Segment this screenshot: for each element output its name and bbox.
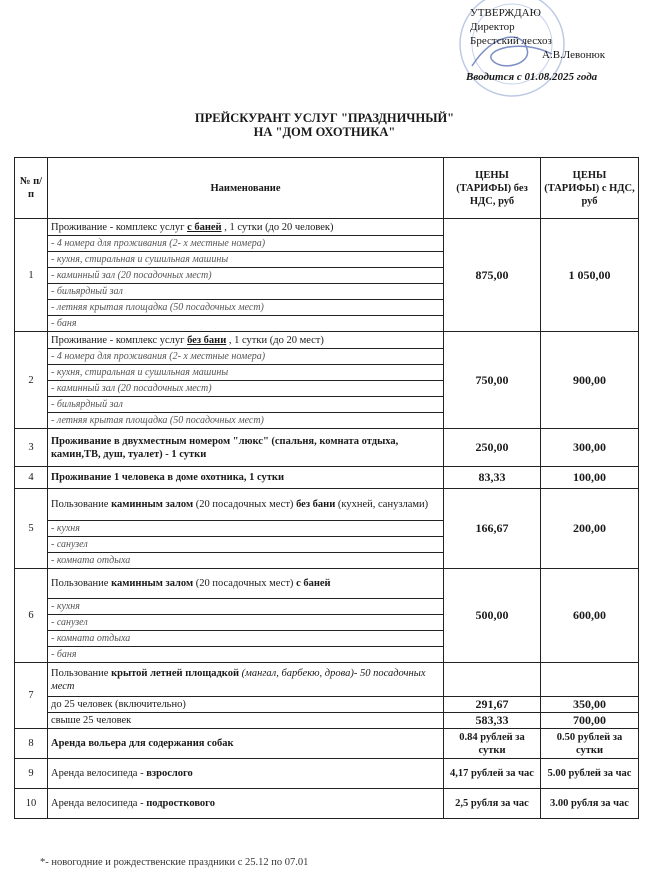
- approval-organization: Брестский лесхоз: [470, 35, 552, 47]
- price-no-vat: 291,67: [444, 697, 541, 713]
- service-title: Аренда велосипеда - подросткового: [48, 789, 444, 819]
- header-name: Наименование: [48, 158, 444, 219]
- row-number: 1: [15, 219, 48, 332]
- service-item: - кухня: [48, 521, 444, 537]
- service-item: - 4 номера для проживания (2- х местные номера): [48, 236, 444, 252]
- table-header-row: [15, 158, 639, 219]
- price-no-vat: 2,5 рубля за час: [444, 789, 541, 819]
- service-title: Проживание в двухместным номером "люкс" (спальня, комната отдыха, камин,ТВ, душ, туалет) - 1 сутки: [48, 429, 444, 467]
- service-title: Пользование каминным залом (20 посадочных мест) без бани (кухней, санузлами): [48, 489, 444, 521]
- valid-from-date: Вводится с 01.08.2025 года: [466, 71, 598, 83]
- table-row: [15, 759, 639, 789]
- table-row: [15, 332, 639, 349]
- price-no-vat: 750,00: [444, 332, 541, 429]
- price-vat: 200,00: [541, 489, 639, 569]
- service-item: - бильярдный зал: [48, 284, 444, 300]
- approval-position: Директор: [470, 21, 515, 33]
- service-item: - комната отдыха: [48, 553, 444, 569]
- row-number: 10: [15, 789, 48, 819]
- service-item: - кухня, стиральная и сушильная машины: [48, 252, 444, 268]
- service-title: Аренда вольера для содержания собак: [48, 729, 444, 759]
- header-num: № п/п: [15, 158, 48, 219]
- table-row: [15, 569, 639, 599]
- title-line-2: НА "ДОМ ОХОТНИКА": [253, 125, 396, 139]
- price-vat: 1 050,00: [541, 219, 639, 332]
- row-number: 4: [15, 467, 48, 489]
- row-number: 6: [15, 569, 48, 663]
- service-item: - кухня, стиральная и сушильная машины: [48, 365, 444, 381]
- approval-block: [466, 6, 606, 84]
- service-item: - 4 номера для проживания (2- х местные номера): [48, 349, 444, 365]
- price-no-vat: 166,67: [444, 489, 541, 569]
- sub-row: [15, 713, 639, 729]
- title-line-1: ПРЕЙСКУРАНТ УСЛУГ "ПРАЗДНИЧНЫЙ": [194, 111, 455, 125]
- sub-row-label: до 25 человек (включительно): [48, 697, 444, 713]
- price-no-vat: 0.84 рублей за сутки: [444, 729, 541, 759]
- row-number: 5: [15, 489, 48, 569]
- service-title: Проживание - комплекс услуг без бани , 1 сутки (до 20 мест): [48, 332, 444, 349]
- price-vat: 900,00: [541, 332, 639, 429]
- service-title: Проживание 1 человека в доме охотника, 1 сутки: [48, 467, 444, 489]
- price-vat: 100,00: [541, 467, 639, 489]
- service-item: - комната отдыха: [48, 631, 444, 647]
- header-price-vat: ЦЕНЫ (ТАРИФЫ) с НДС, руб: [541, 158, 639, 219]
- approval-signer: А.В.Левонюк: [542, 49, 606, 61]
- row-number: 9: [15, 759, 48, 789]
- sub-row-label: свыше 25 человек: [48, 713, 444, 729]
- row-number: 2: [15, 332, 48, 429]
- row-number: 7: [15, 663, 48, 729]
- price-no-vat: 4,17 рублей за час: [444, 759, 541, 789]
- service-title: Пользование крытой летней площадкой (мангал, барбекю, дрова)- 50 посадочных мест: [48, 663, 444, 697]
- table-row: [15, 467, 639, 489]
- header-price-no-vat: ЦЕНЫ (ТАРИФЫ) без НДС, руб: [444, 158, 541, 219]
- document-title: [0, 111, 649, 139]
- price-vat: 700,00: [541, 713, 639, 729]
- service-item: - санузел: [48, 615, 444, 631]
- price-vat: 300,00: [541, 429, 639, 467]
- service-item: - летняя крытая площадка (50 посадочных мест): [48, 300, 444, 316]
- service-item: - бильярдный зал: [48, 397, 444, 413]
- table-row: [15, 429, 639, 467]
- service-title: Пользование каминным залом (20 посадочных мест) с баней: [48, 569, 444, 599]
- price-vat: 3.00 рубля за час: [541, 789, 639, 819]
- service-title: Аренда велосипеда - взрослого: [48, 759, 444, 789]
- table-row: [15, 663, 639, 697]
- table-row: [15, 789, 639, 819]
- price-no-vat: 583,33: [444, 713, 541, 729]
- service-item: - летняя крытая площадка (50 посадочных мест): [48, 413, 444, 429]
- price-vat: 0.50 рублей за сутки: [541, 729, 639, 759]
- service-item: - каминный зал (20 посадочных мест): [48, 268, 444, 284]
- approval-heading: УТВЕРЖДАЮ: [470, 7, 541, 19]
- footnote: *- новогодние и рождественские праздники с 25.12 по 07.01: [40, 857, 309, 868]
- price-no-vat: 500,00: [444, 569, 541, 663]
- price-vat: 5.00 рублей за час: [541, 759, 639, 789]
- price-table: [14, 157, 639, 819]
- price-vat: 600,00: [541, 569, 639, 663]
- service-item: - баня: [48, 316, 444, 332]
- price-no-vat: 875,00: [444, 219, 541, 332]
- price-no-vat: 250,00: [444, 429, 541, 467]
- sub-row: [15, 697, 639, 713]
- price-no-vat: 83,33: [444, 467, 541, 489]
- service-item: - каминный зал (20 посадочных мест): [48, 381, 444, 397]
- price-vat: 350,00: [541, 697, 639, 713]
- table-row: [15, 489, 639, 521]
- row-number: 8: [15, 729, 48, 759]
- table-row: [15, 219, 639, 236]
- service-item: - баня: [48, 647, 444, 663]
- service-item: - санузел: [48, 537, 444, 553]
- table-row: [15, 729, 639, 759]
- service-item: - кухня: [48, 599, 444, 615]
- row-number: 3: [15, 429, 48, 467]
- service-title: Проживание - комплекс услуг с баней , 1 сутки (до 20 человек): [48, 219, 444, 236]
